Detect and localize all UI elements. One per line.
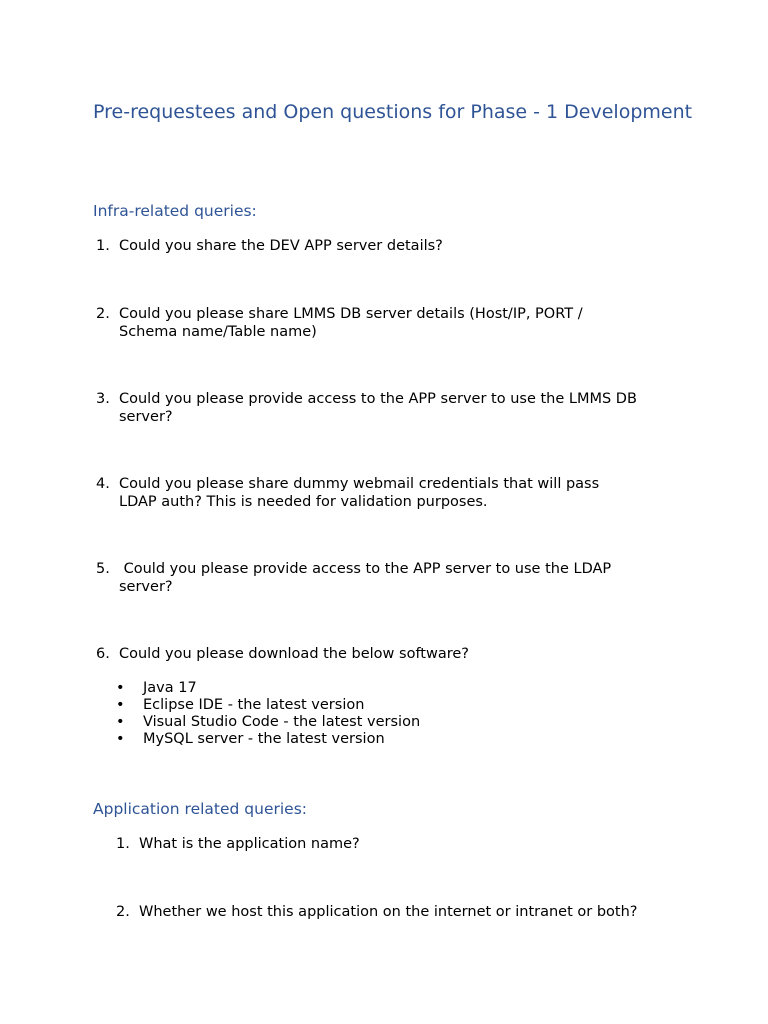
section-heading-infra: Infra-related queries: [93, 202, 257, 220]
bullet-text: MySQL server - the latest version [143, 731, 385, 747]
list-item-text: Could you please share dummy webmail credentials that will pass LDAP auth? This is needed for validation purposes. [119, 476, 600, 510]
list-item-text: Could you please provide access to the APP server to use the LMMS DB server? [119, 391, 637, 425]
bullet-icon: • [116, 680, 125, 696]
bullet-text: Java 17 [143, 680, 197, 696]
list-item-number: 1. [116, 836, 130, 852]
list-item [96, 561, 696, 596]
list-item [96, 306, 696, 341]
bullet-icon: • [116, 714, 125, 730]
list-item-text: Could you please download the below software? [119, 646, 469, 662]
list-item-number: 1. [96, 238, 110, 254]
list-item-text: Could you please share LMMS DB server details (Host/IP, PORT / Schema name/Table name) [119, 306, 583, 340]
list-item [96, 476, 696, 511]
list-item-text: Could you share the DEV APP server details? [119, 238, 443, 254]
list-item [116, 904, 736, 922]
list-item-text: Whether we host this application on the internet or intranet or both? [139, 904, 638, 920]
list-item-text: Could you please provide access to the APP server to use the LDAP server? [119, 561, 612, 595]
list-item-number: 2. [116, 904, 130, 920]
list-item-number: 3. [96, 391, 110, 407]
list-item-number: 6. [96, 646, 110, 662]
list-item [96, 646, 696, 664]
list-item-number: 5. [96, 561, 110, 577]
bullet-icon: • [116, 697, 125, 713]
list-item-number: 4. [96, 476, 110, 492]
list-item [96, 391, 716, 426]
document-title: Pre-requestees and Open questions for Phase - 1 Development [93, 101, 693, 123]
bullet-icon: • [116, 731, 125, 747]
list-item-number: 2. [96, 306, 110, 322]
list-item-text: What is the application name? [139, 836, 360, 852]
bullet-text: Eclipse IDE - the latest version [143, 697, 365, 713]
bullet-text: Visual Studio Code - the latest version [143, 714, 421, 730]
list-item [116, 836, 716, 854]
list-item [96, 238, 696, 256]
section-heading-application: Application related queries: [93, 800, 307, 818]
